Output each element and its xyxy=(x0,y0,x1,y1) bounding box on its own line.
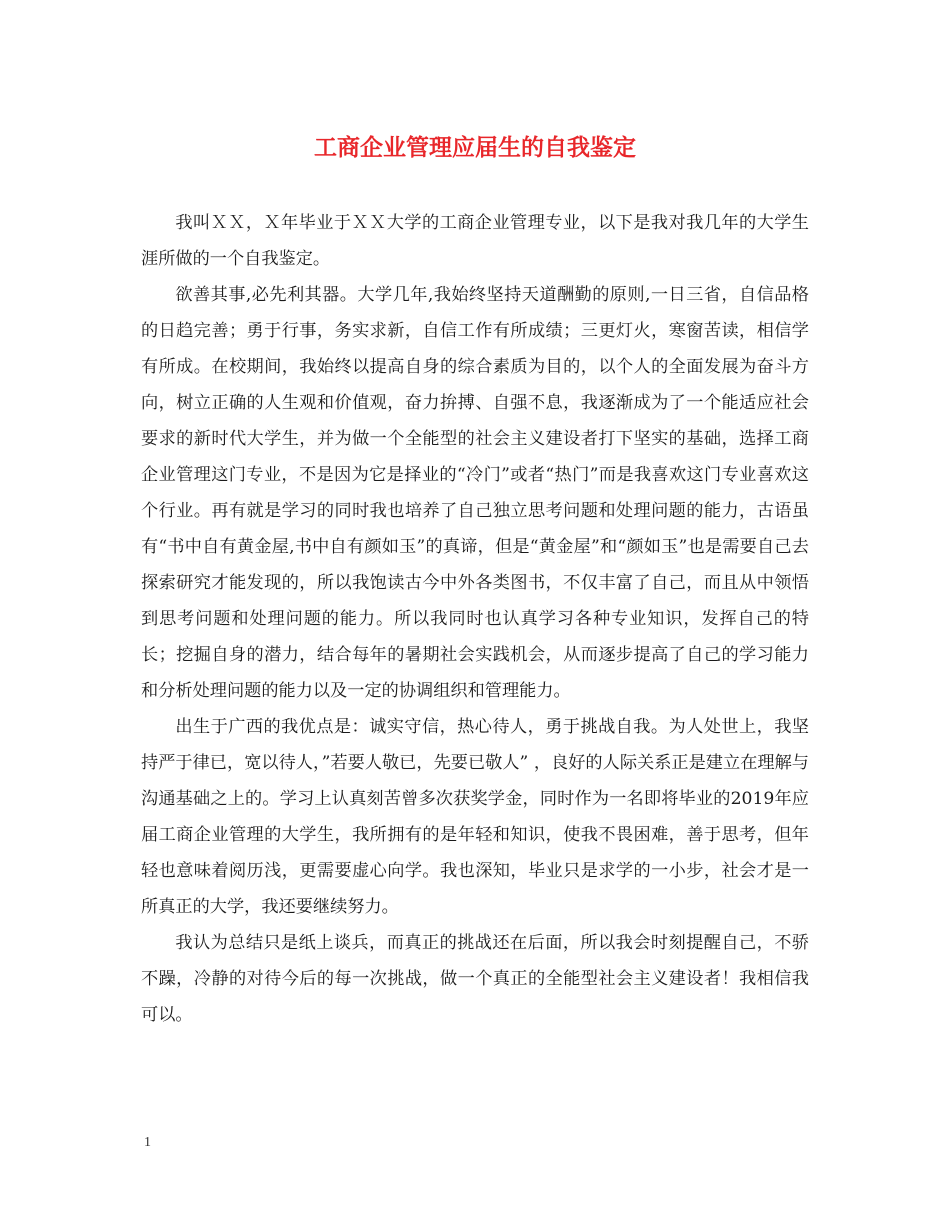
paragraph-conclusion: 我认为总结只是纸上谈兵，而真正的挑战还在后面，所以我会时刻提醒自己，不骄不躁，冷静的对待今后的每一次挑战，做一个真正的全能型社会主义建设者！我相信我可以。 xyxy=(141,933,809,1025)
document-body xyxy=(141,205,809,1033)
page-number: 1 xyxy=(144,1135,151,1150)
document-title: 工商企业管理应届生的自我鉴定 xyxy=(314,134,636,161)
paragraph-study: 欲善其事,必先利其器。大学几年,我始终坚持天道酬勤的原则,一日三省，自信品格的日趋完善；勇于行事，务实求新，自信工作有所成绩；三更灯火，寒窗苦读，相信学有所成。在校期间，我始终以提高自身的综合素质为目的，以个人的全面发展为奋斗方向，树立正确的人生观和价值观，奋力拚搏、自强不息，我逐渐成为了一个能适应社会要求的新时代大学生，并为做一个全能型的社会主义建设者打下坚实的基础，选择工商企业管理这门专业，不是因为它是择业的“冷门”或者“热门”而是我喜欢这门专业喜欢这个行业。再有就是学习的同时我也培养了自己独立思考问题和处理问题的能力，古语虽有“书中自有黄金屋,书中自有颜如玉”的真谛，但是“黄金屋”和“颜如玉”也是需要自己去探索研究才能发现的，所以我饱读古今中外各类图书，不仅丰富了自己，而且从中领悟到思考问题和处理问题的能力。所以我同时也认真学习各种专业知识，发挥自己的特长；挖掘自身的潜力，结合每年的暑期社会实践机会，从而逐步提高了自己的学习能力和分析处理问题的能力以及一定的协调组织和管理能力。 xyxy=(141,285,809,701)
paragraph-intro: 我叫ＸＸ，Ｘ年毕业于ＸＸ大学的工商企业管理专业，以下是我对我几年的大学生涯所做的一个自我鉴定。 xyxy=(141,213,809,269)
paragraph-character: 出生于广西的我优点是：诚实守信，热心待人，勇于挑战自我。为人处世上，我坚持严于律已，宽以待人，”若要人敬已，先要已敬人” ，良好的人际关系正是建立在理解与沟通基础之上的。学习上认真刻苦曾多次获奖学金，同时作为一名即将毕业的2019年应届工商企业管理的大学生，我所拥有的是年轻和知识，使我不畏困难，善于思考，但年轻也意味着阅历浅，更需要虚心向学。我也深知，毕业只是求学的一小步，社会才是一所真正的大学，我还要继续努力。 xyxy=(141,717,809,917)
